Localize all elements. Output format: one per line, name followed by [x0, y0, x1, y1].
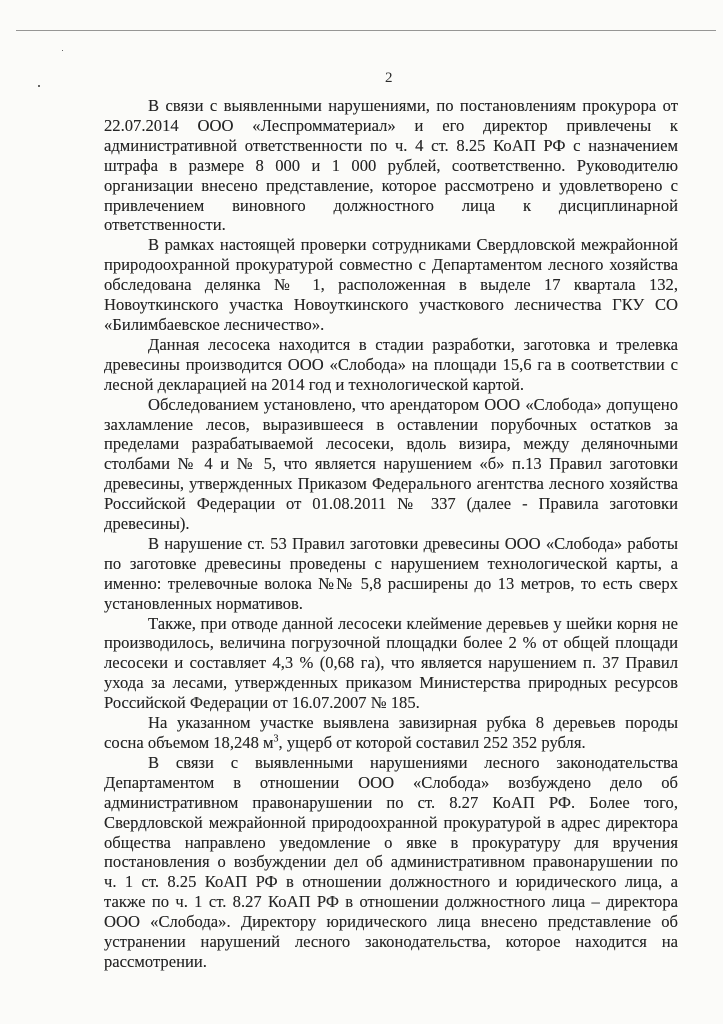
paragraph-line: Обследованием установлено, что арендатором ООО «Слобода» допущено — [148, 394, 678, 414]
paragraph-line: по заготовке древесины проведены с нарушением технологической карты, а — [104, 553, 678, 573]
paragraph-line: Также, при отводе данной лесосеки клеймение деревьев у шейки корня не — [148, 613, 678, 633]
paragraph-line: «Билимбаевское лесничество». — [104, 314, 325, 334]
paragraph-line: административной ответственности по ч. 4 ст. 8.25 КоАП РФ с назначением — [104, 135, 678, 155]
paragraph-line: Департаментом в отношении ООО «Слобода» возбуждено дело об — [104, 772, 678, 792]
paragraph-line: обследована делянка № 1, расположенная в выделе 17 квартала 132, — [104, 275, 678, 295]
superscript-cubic: 3 — [273, 733, 279, 745]
volume-text: сосна объемом 18,248 м — [104, 733, 274, 752]
paragraph-line: пределами разрабатываемой лесосеки, вдоль визира, между деляночными — [104, 434, 678, 454]
paragraph-line: Свердловской межрайонной природоохранной прокуратурой в адрес директора — [104, 812, 678, 832]
paragraph-line: Данная лесосека находится в стадии разработки, заготовка и трелевка — [148, 334, 678, 354]
paragraph-line: организации внесено представление, которое рассмотрено и удовлетворено с — [104, 175, 678, 195]
scan-edge-line — [16, 30, 716, 31]
paragraph-line: именно: трелевочные волока №№ 5,8 расширены до 13 метров, то есть сверх — [104, 573, 678, 593]
paragraph-line: 22.07.2014 ООО «Леспромматериал» и его директор привлечены к — [104, 115, 678, 135]
page-number: 2 — [385, 70, 393, 86]
scan-speck — [38, 85, 40, 87]
paragraph-line: рассмотрении. — [104, 951, 207, 971]
paragraph-line: В связи с выявленными нарушениями лесного законодательства — [148, 752, 678, 772]
paragraph-line: общества направлено уведомление о явке в прокуратуру для вручения — [104, 832, 678, 852]
paragraph-line: ООО «Слобода». Директору юридического лица внесено представление об — [104, 912, 678, 932]
paragraph-line: Российской Федерации от 01.08.2011 № 337 (далее - Правила заготовки — [104, 494, 678, 514]
paragraph-line: также по ч. 1 ст. 8.27 КоАП РФ в отношении должностного лица – директора — [104, 892, 678, 912]
paragraph-line: административном правонарушении по ст. 8.27 КоАП РФ. Более того, — [104, 792, 678, 812]
paragraph-line: захламление лесов, выразившееся в оставлении порубочных остатков за — [104, 414, 678, 434]
paragraph-line: В связи с выявленными нарушениями, по постановлениям прокурора от — [148, 96, 678, 115]
paragraph-line: столбами № 4 и № 5, что является нарушением «б» п.13 Правил заготовки — [104, 454, 678, 474]
paragraph-line: лесосеки и составляет 4,3 % (0,68 га), что является нарушением п. 37 Правил — [104, 653, 678, 673]
damage-text: , ущерб от которой составил 252 352 рубля. — [278, 733, 586, 752]
paragraph-line: ответственности. — [104, 215, 226, 235]
paragraph-line: производилось, величина погрузочной площадки более 2 % от общей площади — [104, 633, 678, 653]
paragraph-line: устранении нарушений лесного законодательства, которое находится на — [104, 932, 678, 952]
paragraph-line: Российской Федерации от 16.07.2007 № 185. — [104, 693, 420, 713]
paragraph-line: штрафа в размере 8 000 и 1 000 рублей, соответственно. Руководителю — [104, 155, 678, 175]
paragraph-line: постановления о возбуждении дел об административном правонарушении по — [104, 852, 678, 872]
paragraph-line: В нарушение ст. 53 Правил заготовки древесины ООО «Слобода» работы — [148, 533, 678, 553]
document-body — [104, 96, 678, 972]
paragraph-line: привлечением виновного должностного лица к дисциплинарной — [104, 195, 678, 215]
paragraph-line: В рамках настоящей проверки сотрудниками Свердловской межрайонной — [148, 235, 678, 255]
paragraph-line: природоохранной прокуратурой совместно с Департаментом лесного хозяйства — [104, 255, 678, 275]
paragraph-line: Новоуткинского участка Новоуткинского участкового лесничества ГКУ СО — [104, 295, 678, 315]
paragraph-line: древесины, утвержденных Приказом Федерального агентства лесного хозяйства — [104, 474, 678, 494]
paragraph-line: ухода за лесами, утвержденных приказом Министерства природных ресурсов — [104, 673, 678, 693]
paragraph-line: древесины производится ООО «Слобода» на площади 15,6 га в соответствии с — [104, 354, 678, 374]
paragraph-line: ч. 1 ст. 8.25 КоАП РФ в отношении должностного и юридического лица, а — [104, 872, 678, 892]
paragraph-line: древесины). — [104, 514, 190, 534]
paragraph-line: установленных нормативов. — [104, 593, 303, 613]
paragraph-line: лесной декларацией на 2014 год и технологической картой. — [104, 374, 525, 394]
scan-speck — [62, 50, 63, 51]
paragraph-line-with-superscript — [104, 733, 678, 753]
paragraph-line: На указанном участке выявлена завизирная рубка 8 деревьев породы — [148, 713, 678, 733]
